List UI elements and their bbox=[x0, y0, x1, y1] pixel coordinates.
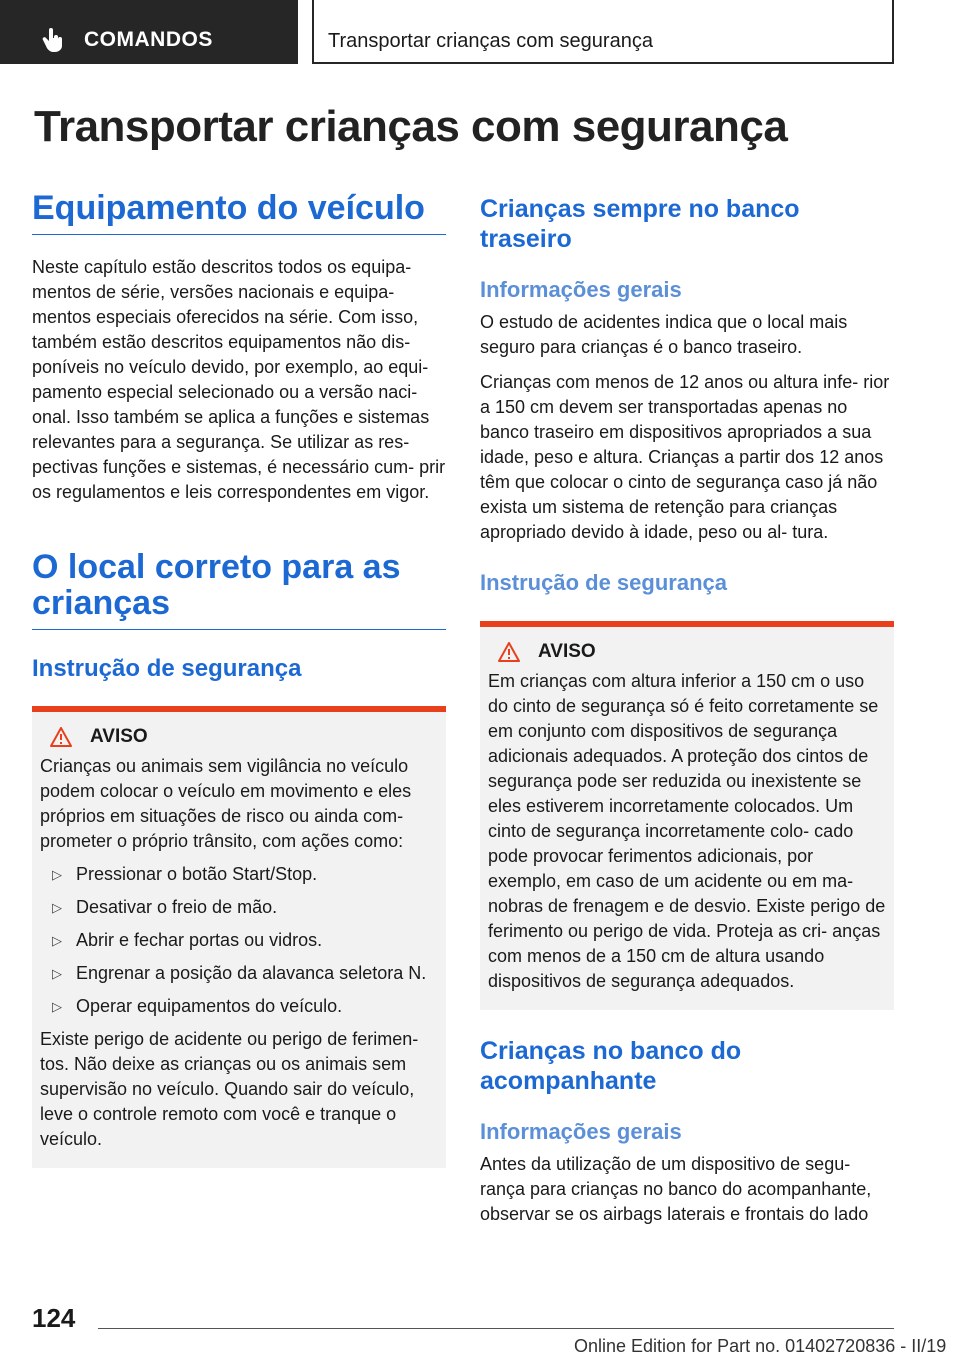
paragraph-info-a: O estudo de acidentes indica que o local mais seguro para crianças é o banco traseiro. bbox=[480, 312, 848, 357]
warning-header bbox=[40, 726, 438, 748]
header-tab bbox=[0, 0, 298, 64]
warning-intro: Crianças ou animais sem vigilância no veículo podem colocar o veículo em movimento e eles próprios em situações de risco ou ainda com- prometer o próprio trânsito, com ações como: bbox=[40, 756, 412, 851]
warning-title-2: AVISO bbox=[538, 641, 596, 662]
warning-header-2 bbox=[488, 641, 886, 663]
paragraph-info-b: Crianças com menos de 12 anos ou altura infe- rior a 150 cm devem ser transportadas apenas no banco traseiro em dispositivos apropriados a sua idade, peso e altura. Crianças a partir dos 12 anos têm que colocar o cinto de segurança caso já não exista um sistema de retenção para crianças apropriado devido à idade, peso ou al- tura. bbox=[480, 372, 890, 542]
footer-edition: Online Edition for Part no. 01402720836 - II/19 bbox=[574, 1336, 947, 1356]
heading-banco-traseiro: Crianças sempre no banco traseiro bbox=[480, 195, 800, 253]
right-column bbox=[480, 190, 894, 1227]
heading-equipamento: Equipamento do veículo bbox=[32, 190, 446, 235]
header-title-box bbox=[312, 0, 894, 64]
paragraph-info-2: Antes da utilização de um dispositivo de segu- rança para crianças no banco do acompanhante, observar se os airbags laterais e frontais do lado bbox=[480, 1154, 872, 1224]
heading-informacoes-gerais: Informações gerais bbox=[480, 277, 682, 302]
list-item: ▷ Operar equipamentos do veículo. bbox=[40, 994, 438, 1019]
header-section-title: Transportar crianças com segurança bbox=[328, 30, 653, 52]
warning-triangle-icon bbox=[498, 642, 520, 662]
hand-pointer-icon bbox=[42, 28, 64, 52]
header-tab-label: COMANDOS bbox=[84, 28, 213, 51]
triangle-bullet-icon: ▷ bbox=[52, 867, 62, 882]
heading-informacoes-gerais-2: Informações gerais bbox=[480, 1119, 682, 1144]
warning-outro: Existe perigo de acidente ou perigo de ferimen- tos. Não deixe as crianças ou os animais sem supervisão no veículo. Quando sair do veículo, leve o controle remoto com você e tranque o veículo. bbox=[40, 1029, 419, 1149]
warning-box-2 bbox=[480, 621, 894, 1010]
heading-local-correto: O local correto para as crianças bbox=[32, 549, 446, 630]
page-title: Transportar crianças com segurança bbox=[34, 102, 788, 151]
warning-bullet-list bbox=[40, 862, 438, 1019]
page-number: 124 bbox=[32, 1303, 76, 1333]
footer-divider bbox=[98, 1328, 894, 1329]
triangle-bullet-icon: ▷ bbox=[52, 900, 62, 915]
list-item: ▷ Engrenar a posição da alavanca seletora N. bbox=[40, 961, 438, 986]
triangle-bullet-icon: ▷ bbox=[52, 966, 62, 981]
warning-triangle-icon bbox=[50, 727, 72, 747]
heading-banco-acompanhante: Crianças no banco do acompanhante bbox=[480, 1037, 742, 1095]
heading-instrucao-seguranca: Instrução de segurança bbox=[32, 655, 302, 682]
warning-text-2: Em crianças com altura inferior a 150 cm o uso do cinto de segurança só é feito corretamente se em conjunto com dispositivos de segurança adicionais adequados. A proteção dos cintos de segurança pode ser reduzida ou inexistente se eles estiverem incorretamente colocados. Um cinto de segurança incorretamente colo- cado pode provocar ferimentos adicionais, por exemplo, em caso de um acidente ou em ma- nobras de frenagem e de desvio. Existe perigo de ferimento ou perigo de vida. Proteja as cri- anças com menos de a 150 cm de altura usando dispositivos de segurança adequados. bbox=[488, 671, 886, 991]
left-column bbox=[32, 190, 446, 1168]
paragraph-equipamento: Neste capítulo estão descritos todos os equipa- mentos de série, versões nacionais e equipa- mentos especiais oferecidos na série. Com isso, também estão descritos equipamentos não dis- poníveis no veículo devido, por exemplo, ao equi- pamento especial selecionado ou a versão naci- onal. Isso também se aplica a funções e sistemas relevantes para a segurança. Se utilizar as res- pectivas funções e sistemas, é necessário cum- prir os regulamentos e leis correspondentes em vigor. bbox=[32, 257, 446, 502]
triangle-bullet-icon: ▷ bbox=[52, 999, 62, 1014]
warning-title: AVISO bbox=[90, 726, 148, 747]
list-item: ▷ Pressionar o botão Start/Stop. bbox=[40, 862, 438, 887]
list-item: ▷ Abrir e fechar portas ou vidros. bbox=[40, 928, 438, 953]
warning-box bbox=[32, 706, 446, 1168]
heading-instrucao-seguranca-2: Instrução de segurança bbox=[480, 570, 727, 595]
list-item: ▷ Desativar o freio de mão. bbox=[40, 895, 438, 920]
triangle-bullet-icon: ▷ bbox=[52, 933, 62, 948]
